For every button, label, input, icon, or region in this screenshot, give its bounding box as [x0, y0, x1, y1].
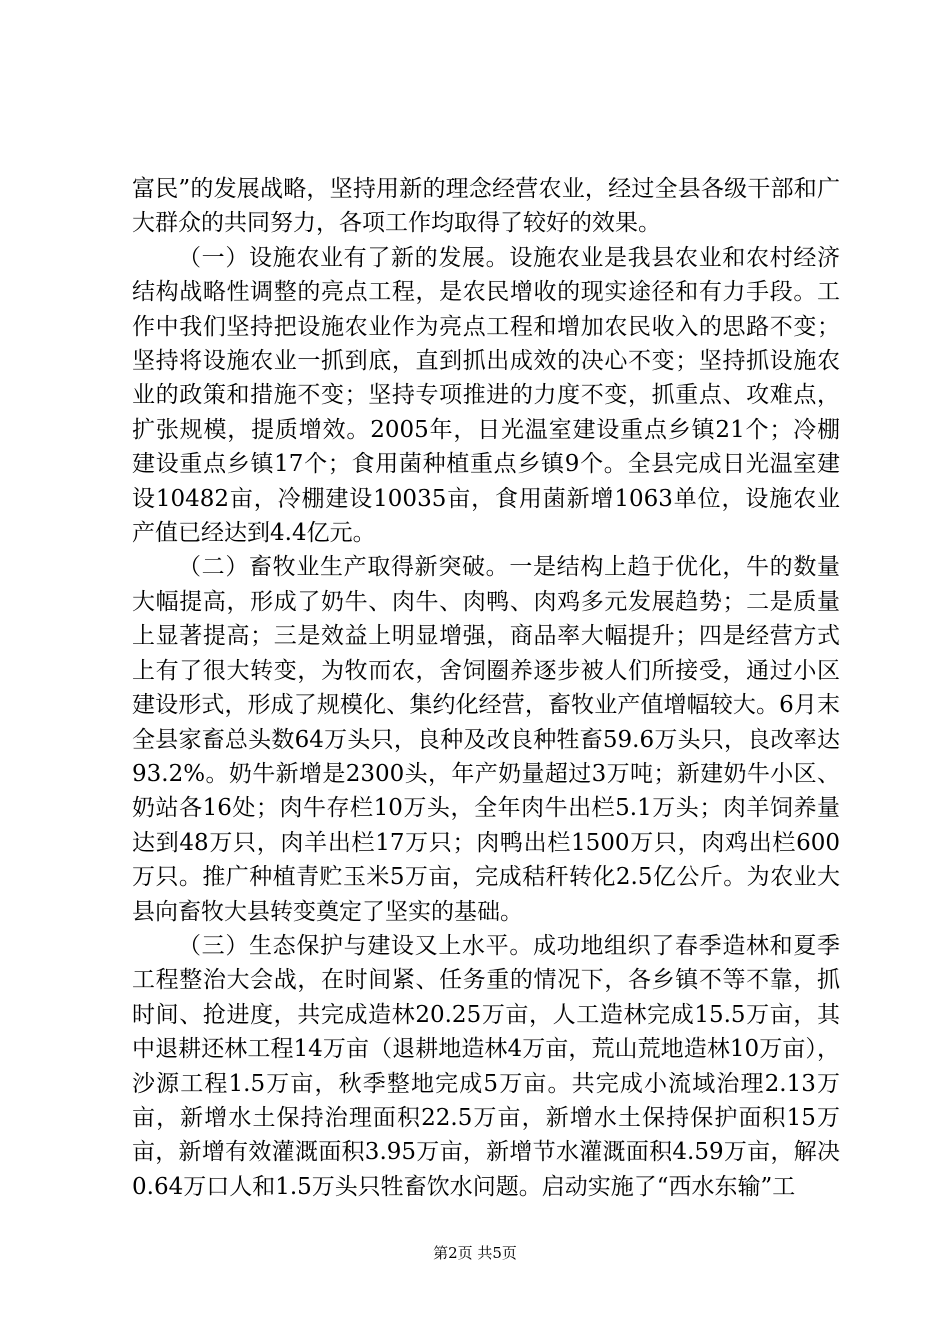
page-footer: 第2页 共5页	[433, 1244, 517, 1262]
paragraph-continuation: 富民”的发展战略，坚持用新的理念经营农业，经过全县各级干部和广大群众的共同努力，各项工作均取得了较好的效果。	[132, 176, 840, 237]
paragraph-facility-agriculture: （一）设施农业有了新的发展。设施农业是我县农业和农村经济结构战略性调整的亮点工程，是农民增收的现实途径和有力手段。工作中我们坚持把设施农业作为亮点工程和增加农民收入的思路不变；坚持将设施农业一抓到底，直到抓出成效的决心不变；坚持抓设施农业的政策和措施不变；坚持专项推进的力度不变，抓重点、攻难点，扩张规模，提质增效。2005年，日光温室建设重点乡镇21个；冷棚建设重点乡镇17个；食用菌种植重点乡镇9个。全县完成日光温室建设10482亩，冷棚建设10035亩，食用菌新增1063单位，设施农业产值已经达到4.4亿元。	[132, 244, 840, 547]
paragraph-ecological-protection: （三）生态保护与建设又上水平。成功地组织了春季造林和夏季工程整治大会战，在时间紧、任务重的情况下，各乡镇不等不靠，抓时间、抢进度，共完成造林20.25万亩，人工造林完成15.5万亩，其中退耕还林工程14万亩（退耕地造林4万亩，荒山荒地造林10万亩），沙源工程1.5万亩，秋季整地完成5万亩。共完成小流域治理2.13万亩，新增水土保持治理面积22.5万亩，新增水土保持保护面积15万亩，新增有效灌溉面积3.95万亩，新增节水灌溉面积4.59万亩，解决0.64万口人和1.5万头只牲畜饮水问题。启动实施了“西水东输”工	[132, 932, 840, 1200]
document-body	[132, 172, 840, 1204]
paragraph-animal-husbandry: （二）畜牧业生产取得新突破。一是结构上趋于优化，牛的数量大幅提高，形成了奶牛、肉牛、肉鸭、肉鸡多元发展趋势；二是质量上显著提高；三是效益上明显增强，商品率大幅提升；四是经营方式上有了很大转变，为牧而农，舍饲圈养逐步被人们所接受，通过小区建设形式，形成了规模化、集约化经营，畜牧业产值增幅较大。6月末全县家畜总头数64万头只，良种及改良种牲畜59.6万头只，良改率达93.2%。奶牛新增是2300头，年产奶量超过3万吨；新建奶牛小区、奶站各16处；肉牛存栏10万头，全年肉牛出栏5.1万头；肉羊饲养量达到48万只，肉羊出栏17万只；肉鸭出栏1500万只，肉鸡出栏600万只。推广种植青贮玉米5万亩，完成秸秆转化2.5亿公斤。为农业大县向畜牧大县转变奠定了坚实的基础。	[132, 554, 840, 925]
